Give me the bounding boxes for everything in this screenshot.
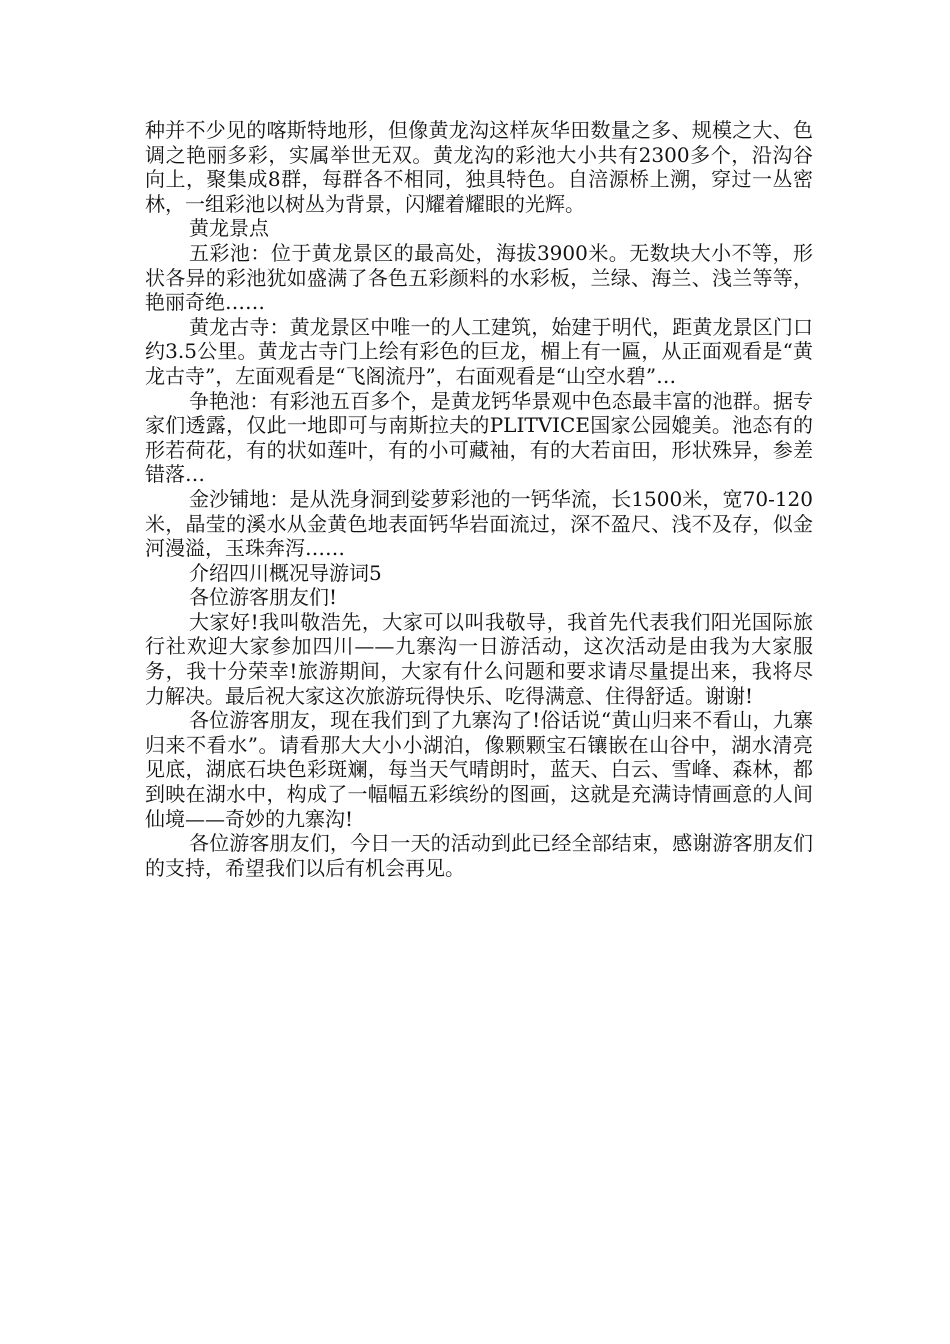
paragraph-huanglong-temple: 黄龙古寺：黄龙景区中唯一的人工建筑，始建于明代，距黄龙景区门口约3.5公里。黄龙古寺门上绘有彩色的巨龙，楣上有一匾，从正面观看是“黄龙古寺”，左面观看是“飞阁流丹”，右面观看是“山空水碧”… [145,314,813,388]
paragraph-closing: 各位游客朋友们，今日一天的活动到此已经全部结束，感谢游客朋友们的支持，希望我们以后有机会再见。 [145,831,813,880]
heading-sichuan-guide-5: 介绍四川概况导游词5 [189,560,382,585]
paragraph-welcome: 大家好!我叫敬浩先，大家可以叫我敬导，我首先代表我们阳光国际旅行社欢迎大家参加四川——九寨沟一日游活动，这次活动是由我为大家服务，我十分荣幸!旅游期间，大家有什么问题和要求请尽量提出来，我将尽力解决。最后祝大家这次旅游玩得快乐、吃得满意、住得舒适。谢谢! [145,609,813,708]
heading-huanglong-scenic-spots: 黄龙景点 [189,216,269,241]
paragraph-karst-intro: 种并不少见的喀斯特地形，但像黄龙沟这样灰华田数量之多、规模之大、色调之艳丽多彩，实属举世无双。黄龙沟的彩池大小共有2300多个，沿沟谷向上，聚集成8群，每群各不相同，独具特色。自涪源桥上溯，穿过一丛密林，一组彩池以树丛为背景，闪耀着耀眼的光辉。 [145,118,813,216]
paragraph-wucai-pool: 五彩池：位于黄龙景区的最高处，海拔3900米。无数块大小不等，形状各异的彩池犹如盛满了各色五彩颜料的水彩板，兰绿、海兰、浅兰等等，艳丽奇绝…… [145,240,813,315]
document-body [145,118,813,880]
paragraph-jinsha-pudi: 金沙铺地：是从洗身洞到娑萝彩池的一钙华流，长1500米，宽70-120米，晶莹的溪水从金黄色地表面钙华岩面流过，深不盈尺、浅不及存，似金河漫溢，玉珠奔泻…… [145,486,813,561]
paragraph-jiuzhaigou: 各位游客朋友，现在我们到了九寨沟了!俗话说“黄山归来不看山，九寨归来不看水”。请看那大大小小湖泊，像颗颗宝石镶嵌在山谷中，湖水清亮见底，湖底石块色彩斑斓，每当天气晴朗时，蓝天、白云、雪峰、森林，都到映在湖水中，构成了一幅幅五彩缤纷的图画，这就是充满诗情画意的人间仙境——奇妙的九寨沟! [145,708,813,831]
paragraph-zhengyan-pool: 争艳池：有彩池五百多个，是黄龙钙华景观中色态最丰富的池群。据专家们透露，仅此一地即可与南斯拉夫的PLITVICE国家公园媲美。池态有的形若荷花，有的状如莲叶，有的小可藏袖，有的大若亩田，形状殊异，参差错落… [145,388,813,487]
greeting-line: 各位游客朋友们! [189,585,338,610]
